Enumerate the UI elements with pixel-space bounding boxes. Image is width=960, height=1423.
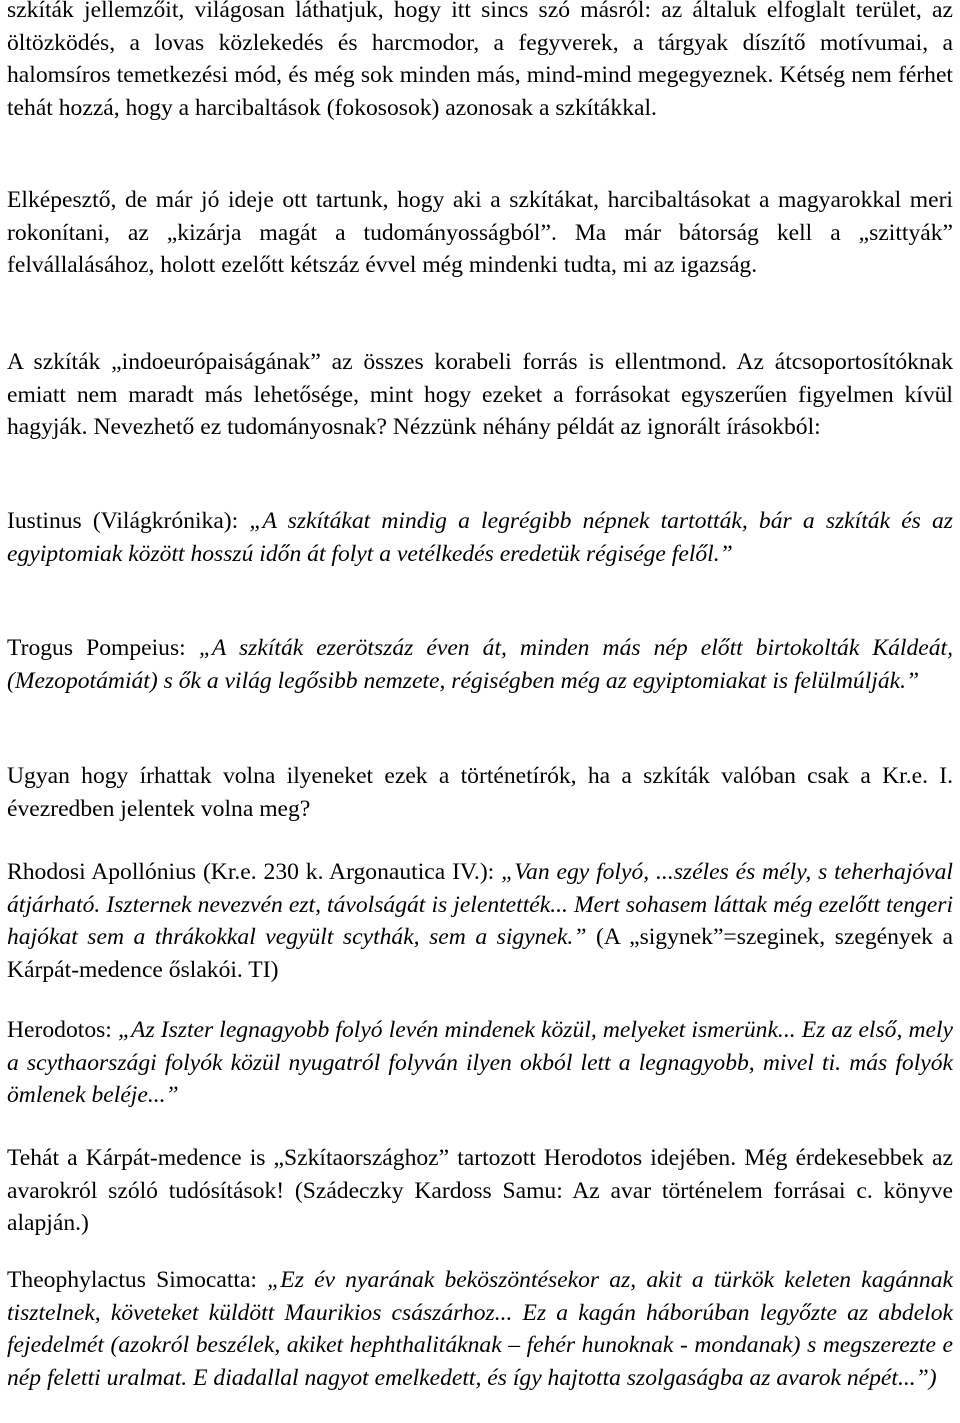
paragraph-text: A szkíták „indoeurópaiságának” az összes korabeli forrás is ellentmond. Az átcsoportosítóknak emiatt nem maradt más lehetősége, mint hogy ezeket a forrásokat egyszerűen figyelmen kívül hagyják. Nevezhető ez tudományosnak? Nézzünk néhány példát az ignorált írásokból: [7, 349, 953, 440]
quote-source: Theophylactus Simocatta: [7, 1267, 268, 1293]
quote-note: (A „sigynek”=szeginek, szegények a Kárpát-medence őslakói. TI) [7, 924, 953, 983]
quote-theophylactus [7, 1264, 953, 1394]
quote-source: Rhodosi Apollónius (Kr.e. 230 k. Argonautica IV.): [7, 859, 502, 885]
quote-source: Herodotos: [7, 1017, 118, 1043]
paragraph-text: Tehát a Kárpát-medence is „Szkítaországhoz” tartozott Herodotos idejében. Még érdekesebbek az avarokról szóló tudósítások! (Szádeczky Kardoss Samu: Az avar történelem forrásai c. könyve alapján.) [7, 1145, 953, 1236]
paragraph-indoeuropean [7, 346, 953, 444]
paragraph-question [7, 760, 953, 825]
paragraph-carpathian-basin [7, 1142, 953, 1240]
paragraph-text: szkíták jellemzőit, világosan láthatjuk, hogy itt sincs szó másról: az általuk elfoglalt terület, az öltözködés, a lovas közlekedés és harcmodor, a fegyverek, a tárgyak díszítő motívumai, a halomsíros temetkezési mód, és még sok minden más, mind-mind megegyeznek. Kétség nem férhet tehát hozzá, hogy a harcibaltások (fokososok) azonosak a szkítákkal. [7, 0, 953, 121]
quote-text: „Az Iszter legnagyobb folyó levén mindenek közül, melyeket ismerünk... Ez az első, mely a scythaországi folyók közül nyugatról folyván ilyen okból lett a legnagyobb, mivel ti. más folyók ömlenek beléje...” [7, 1017, 953, 1108]
quote-text: „Van egy folyó, ...széles és mély, s teherhajóval átjárható. Iszternek nevezvén ezt, távolságát is jelentették... Mert sohasem láttak még ezelőtt tengeri hajókat sem a thrákokkal vegyült scythák, sem a sigynek.” [7, 859, 953, 950]
paragraph-text: Elképesztő, de már jó ideje ott tartunk, hogy aki a szkítákat, harcibaltásokat a magyarokkal meri rokonítani, az „kizárja magát a tudományosságból”. Ma már bátorság kell a „szittyák” felvállalásához, holott ezelőtt kétszáz évvel még mindenki tudta, mi az igazság. [7, 187, 953, 278]
quote-apollonius [7, 856, 953, 986]
paragraph-scythian-traits [7, 0, 953, 124]
quote-herodotos [7, 1014, 953, 1112]
quote-trogus-pompeius [7, 632, 953, 697]
paragraph-astonishing [7, 184, 953, 282]
quote-source: Iustinus (Világkrónika): [7, 508, 250, 534]
quote-text: „Ez év nyarának beköszöntésekor az, akit a türkök keleten kagánnak tisztelnek, követeket küldött Maurikios császárhoz... Ez a kagán háborúban legyőzte az abdelok fejedelmét (azokról beszélek, akiket hephthalitáknak – fehér hunoknak - mondanak) s megszerezte e nép feletti uralmat. E diadallal nagyot emelkedett, és így hajtotta szolgaságba az avarok népét...”) [7, 1267, 953, 1391]
quote-iustinus [7, 505, 953, 570]
paragraph-text: Ugyan hogy írhattak volna ilyeneket ezek a történetírók, ha a szkíták valóban csak a Kr.e. I. évezredben jelentek volna meg? [7, 763, 953, 822]
quote-text: „A szkítákat mindig a legrégibb népnek tartották, bár a szkíták és az egyiptomiak között hosszú időn át folyt a vetélkedés eredetük régisége felől.” [7, 508, 953, 567]
quote-source: Trogus Pompeius: [7, 635, 199, 661]
quote-text: „A szkíták ezerötszáz éven át, minden más nép előtt birtokolták Káldeát, (Mezopotámiát) s ők a világ legősibb nemzete, régiségben még az egyiptomiakat is felülmúlják.” [7, 635, 954, 694]
